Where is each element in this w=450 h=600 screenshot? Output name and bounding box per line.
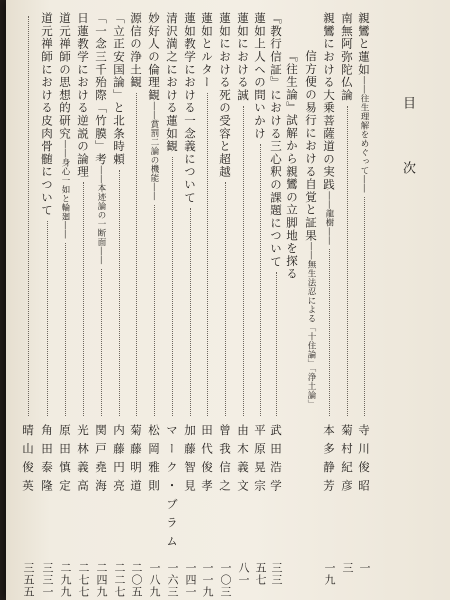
- leader-dots: [119, 170, 120, 416]
- entry-author: 菊藤明道: [129, 424, 143, 498]
- entry-title: 「一念三千殆際「竹膜」考――本迹論の一断面――: [94, 12, 108, 265]
- toc-entry[interactable]: [303, 12, 319, 597]
- entry-author: 田代俊孝: [200, 424, 214, 498]
- entry-page-number: 二七七: [77, 562, 90, 598]
- entry-title: 親鸞と蓮如――往生理解をめぐって――: [357, 12, 371, 193]
- entry-title: 南無阿弥陀仏論: [340, 12, 354, 102]
- entry-author: 曾我信之: [218, 424, 232, 498]
- toc-entry[interactable]: [128, 12, 144, 597]
- entry-title: 道元禅師における皮肉骨髄について: [40, 12, 54, 217]
- leader-dots: [83, 182, 84, 416]
- entry-author: 寺川俊昭: [357, 424, 371, 498]
- entry-title: 『往生論』試解から親鸞の立脚地を探る: [285, 50, 299, 281]
- leader-dots: [276, 272, 277, 416]
- entry-author: 内藤円亮: [112, 424, 126, 498]
- entry-title: 蓮如とルター: [200, 12, 214, 89]
- toc-entry[interactable]: [164, 12, 180, 597]
- toc-entry[interactable]: [356, 12, 372, 597]
- leader-dots: [190, 208, 191, 416]
- leader-dots: [347, 106, 348, 416]
- leader-dots: [47, 221, 48, 416]
- entry-page-number: 一四一: [184, 562, 197, 598]
- entry-subtitle: ――賞罰二論の機能――: [149, 101, 159, 201]
- entry-subtitle: ――身心一如と輪廻――: [60, 140, 70, 239]
- toc-entry[interactable]: [252, 12, 268, 597]
- entry-subtitle: ――本迹論の一断面――: [96, 165, 106, 265]
- leader-dots: [154, 205, 155, 416]
- leader-dots: [28, 16, 29, 416]
- leader-dots: [65, 243, 66, 416]
- entry-subtitle: ――龍樹――: [324, 191, 334, 246]
- entry-title: 親鸞における大乗菩薩道の実践――龍樹――: [322, 12, 336, 246]
- toc-heading: 目次: [400, 96, 415, 226]
- entry-page-number: 三五五: [22, 562, 35, 598]
- entry-page-number: 二四九: [95, 562, 108, 598]
- entry-title: 蓮如上人への問いかけ: [253, 12, 267, 140]
- entry-title: 信方便の易行における自覚と証果――無生法忍による「十住論」「浄土論」: [304, 50, 318, 409]
- entry-author: 角田泰隆: [40, 424, 54, 498]
- leader-dots: [225, 182, 226, 416]
- entry-title: 蓮如教学における一念義について: [183, 12, 197, 204]
- entry-title: 道元禅師の思想的研究――身心一如と輪廻――: [58, 12, 72, 239]
- entry-page-number: 一一九: [201, 562, 214, 598]
- entry-page-number: 二二七: [113, 562, 126, 598]
- toc-entry[interactable]: [93, 12, 109, 597]
- entry-page-number: 三三: [270, 562, 283, 586]
- entry-title: 源信の浄土観: [129, 12, 143, 89]
- entry-author: 光林義高: [76, 424, 90, 498]
- leader-dots: [136, 93, 137, 416]
- toc-entry[interactable]: [20, 12, 36, 597]
- toc-entry[interactable]: [111, 12, 127, 597]
- entry-subtitle: ――往生理解をめぐって――: [359, 76, 369, 193]
- entry-author: 原田慎定: [58, 424, 72, 498]
- entry-title: 「立正安国論」と北条時頼: [112, 12, 126, 166]
- toc-entry[interactable]: [217, 12, 233, 597]
- entry-author: 本多静芳: [322, 424, 336, 498]
- entry-title: 清沢満之における蓮如観: [165, 12, 179, 153]
- leader-dots: [243, 106, 244, 416]
- entry-author: 由木義文: [236, 424, 250, 498]
- entry-page-number: 八一: [237, 562, 250, 586]
- entry-page-number: 五七: [254, 562, 267, 586]
- entry-author: 武田浩学: [269, 424, 283, 498]
- entry-title: 妙好人の倫理観――賞罰二論の機能――: [147, 12, 161, 201]
- toc-entry[interactable]: [268, 12, 284, 597]
- entry-title: 蓮如における死の受容と超越: [218, 12, 232, 179]
- toc-entry[interactable]: [321, 12, 337, 597]
- entry-author: 関戸堯海: [94, 424, 108, 498]
- entry-page-number: 一六三: [166, 562, 179, 598]
- toc-entry[interactable]: [39, 12, 55, 597]
- toc-entry[interactable]: [57, 12, 73, 597]
- toc-entry[interactable]: [146, 12, 162, 597]
- entry-page-number: 一九: [323, 562, 336, 586]
- leader-dots: [260, 144, 261, 416]
- leader-dots: [207, 93, 208, 416]
- entry-page-number: 一〇三: [219, 562, 232, 598]
- entry-page-number: 一: [358, 562, 371, 574]
- toc-entry[interactable]: [284, 12, 300, 597]
- toc-entry[interactable]: [235, 12, 251, 597]
- entry-author: 加藤智見: [183, 424, 197, 498]
- entry-author: 菊村紀彦: [340, 424, 354, 498]
- leader-dots: [364, 197, 365, 416]
- leader-dots: [101, 269, 102, 416]
- entry-author: マーク・ブラム: [165, 424, 179, 554]
- entry-title: 蓮如における誠: [236, 12, 250, 102]
- entry-title: 日蓮教学における逆説の論理: [76, 12, 90, 179]
- entry-page-number: 二〇五: [130, 562, 143, 598]
- entry-author: 松岡雅則: [147, 424, 161, 498]
- leader-dots: [172, 157, 173, 416]
- book-page: [6, 0, 450, 600]
- toc-entry[interactable]: [75, 12, 91, 597]
- entry-page-number: 三三一: [41, 562, 54, 598]
- entry-page-number: 三: [341, 562, 354, 574]
- entry-title: 『教行信証』における三心釈の課題について: [269, 12, 283, 268]
- toc-entry[interactable]: [182, 12, 198, 597]
- entry-page-number: 二九九: [59, 562, 72, 598]
- entry-author: 平原晃宗: [253, 424, 267, 498]
- leader-dots: [329, 249, 330, 416]
- entry-author: 晴山俊英: [21, 424, 35, 498]
- toc-entry[interactable]: [199, 12, 215, 597]
- toc-entry[interactable]: [339, 12, 355, 597]
- entry-page-number: 一八九: [148, 562, 161, 598]
- entry-subtitle: ――無生法忍による「十住論」「浄土論」: [306, 242, 316, 409]
